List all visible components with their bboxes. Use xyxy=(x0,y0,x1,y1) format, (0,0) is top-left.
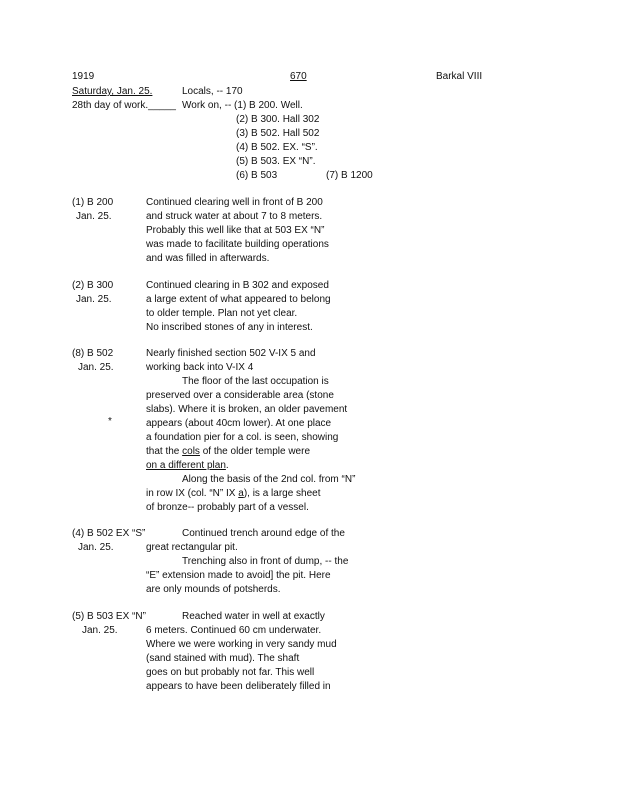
entry-line: working back into V-IX 4 xyxy=(146,362,254,373)
entry-label: (5) B 503 EX “N” xyxy=(72,611,146,622)
work-item: (5) B 503. EX “N”. xyxy=(236,156,316,167)
entry-date: Jan. 25. xyxy=(78,362,114,373)
asterisk-marker: * xyxy=(108,416,112,427)
entry-line: 6 meters. Continued 60 cm underwater. xyxy=(146,625,322,636)
work-item: (4) B 502. EX. “S”. xyxy=(236,142,318,153)
entry-line: on a different plan. xyxy=(146,460,229,471)
entry-line: was made to facilitate building operations xyxy=(146,239,329,250)
entry-line: goes on but probably not far. This well xyxy=(146,667,315,678)
entry-date: Jan. 25. xyxy=(82,625,118,636)
entry-line: Along the basis of the 2nd col. from “N” xyxy=(182,474,356,485)
entry-date: Jan. 25. xyxy=(78,542,114,553)
entry-line: Nearly finished section 502 V-IX 5 and xyxy=(146,348,316,359)
underlined-plan: on a different plan xyxy=(146,460,226,471)
work-item: (6) B 503 xyxy=(236,170,278,181)
entry-line: slabs). Where it is broken, an older pavement xyxy=(146,404,348,415)
entry-label: (8) B 502 xyxy=(72,348,114,359)
work-item: (2) B 300. Hall 302 xyxy=(236,114,320,125)
entry-line: “E” extension made to avoid] the pit. Here xyxy=(146,570,331,581)
work-on-lead: Work on, -- (1) B 200. Well. xyxy=(182,100,303,111)
entry-line: No inscribed stones of any in interest. xyxy=(146,322,313,333)
day-of-work: 28th day of work._____ xyxy=(72,100,176,111)
entry-date: Jan. 25. xyxy=(76,294,112,305)
entry-line: a foundation pier for a col. is seen, showing xyxy=(146,432,339,443)
entry-line: Probably this well like that at 503 EX “N” xyxy=(146,225,325,236)
entry-line: that the cols of the older temple were xyxy=(146,446,310,457)
entry-line: preserved over a considerable area (stone xyxy=(146,390,334,401)
entry-line: appears to have been deliberately filled in xyxy=(146,681,331,692)
date-line: Saturday, Jan. 25. xyxy=(72,86,153,97)
blank-line: _____ xyxy=(148,100,176,111)
underlined-a: a xyxy=(238,488,244,499)
entry-label: (1) B 200 xyxy=(72,197,114,208)
entry-line: a large extent of what appeared to belong xyxy=(146,294,331,305)
entry-line: Continued trench around edge of the xyxy=(182,528,345,539)
entry-line: to older temple. Plan not yet clear. xyxy=(146,308,298,319)
entry-line: Continued clearing in B 302 and exposed xyxy=(146,280,329,291)
entry-line: Continued clearing well in front of B 200 xyxy=(146,197,323,208)
entry-line: appears (about 40cm lower). At one place xyxy=(146,418,332,429)
underlined-cols: cols xyxy=(182,446,200,457)
entry-line: Reached water in well at exactly xyxy=(182,611,325,622)
site-name: Barkal VIII xyxy=(436,71,483,82)
entry-line: Where we were working in very sandy mud xyxy=(146,639,337,650)
entry-label: (2) B 300 xyxy=(72,280,114,291)
entry-line: (sand stained with mud). The shaft xyxy=(146,653,300,664)
entry-date: Jan. 25. xyxy=(76,211,112,222)
entry-line: and struck water at about 7 to 8 meters. xyxy=(146,211,323,222)
entry-line: in row IX (col. “N” IX a), is a large sheet xyxy=(146,488,321,499)
page-number: 670 xyxy=(290,71,307,82)
entry-line: Trenching also in front of dump, -- the xyxy=(182,556,349,567)
work-item: (3) B 502. Hall 502 xyxy=(236,128,320,139)
entry-label: (4) B 502 EX “S” xyxy=(72,528,146,539)
entry-line: great rectangular pit. xyxy=(146,542,238,553)
entry-line: are only mounds of potsherds. xyxy=(146,584,281,595)
entry-line: of bronze-- probably part of a vessel. xyxy=(146,502,309,513)
entry-line: and was filled in afterwards. xyxy=(146,253,270,264)
work-item: (7) B 1200 xyxy=(326,170,373,181)
locals-count: Locals, -- 170 xyxy=(182,86,243,97)
entry-line: The floor of the last occupation is xyxy=(182,376,329,387)
year: 1919 xyxy=(72,71,95,82)
